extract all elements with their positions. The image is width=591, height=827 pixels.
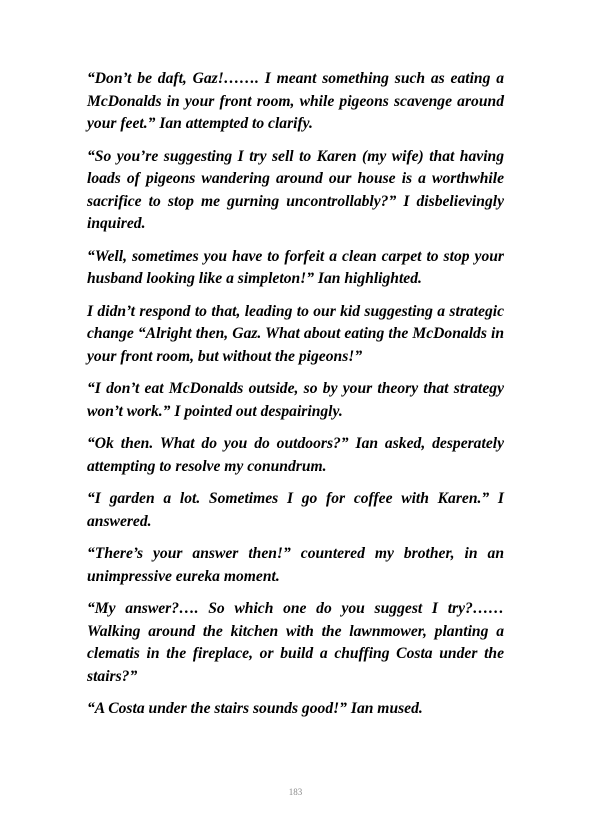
paragraph: “A Costa under the stairs sounds good!” Ian mused.: [87, 700, 423, 718]
page-number: 183: [288, 787, 303, 797]
paragraph: “I don’t eat McDonalds outside, so by your theory that strategy won’t work.” I pointed out despairingly.: [87, 380, 504, 420]
paragraph: “Don’t be daft, Gaz!……. I meant something such as eating a McDonalds in your front room, while pigeons scavenge around your feet.” Ian attempted to clarify.: [87, 70, 504, 133]
paragraph: “So you’re suggesting I try sell to Karen (my wife) that having loads of pigeons wandering around our house is a worthwhile sacrifice to stop me gurning uncontrollably?” I disbelievingly inquired.: [87, 147, 504, 233]
paragraph: “I garden a lot. Sometimes I go for coffee with Karen.” I answered.: [87, 490, 504, 530]
paragraph: “My answer?…. So which one do you suggest I try?…… Walking around the kitchen with the lawnmower, planting a clematis in the fireplace, or build a chuffing Costa under the stairs?”: [87, 600, 504, 686]
paragraph: “Ok then. What do you do outdoors?” Ian asked, desperately attempting to resolve my conundrum.: [87, 435, 504, 475]
paragraph: I didn’t respond to that, leading to our kid suggesting a strategic change “Alright then, Gaz. What about eating the McDonalds in your front room, but without the pigeons!”: [87, 302, 504, 365]
body-text: [87, 68, 504, 731]
paragraph: “Well, sometimes you have to forfeit a clean carpet to stop your husband looking like a simpleton!” Ian highlighted.: [87, 247, 504, 288]
paragraph: “There’s your answer then!” countered my brother, in an unimpressive eureka moment.: [87, 545, 504, 585]
